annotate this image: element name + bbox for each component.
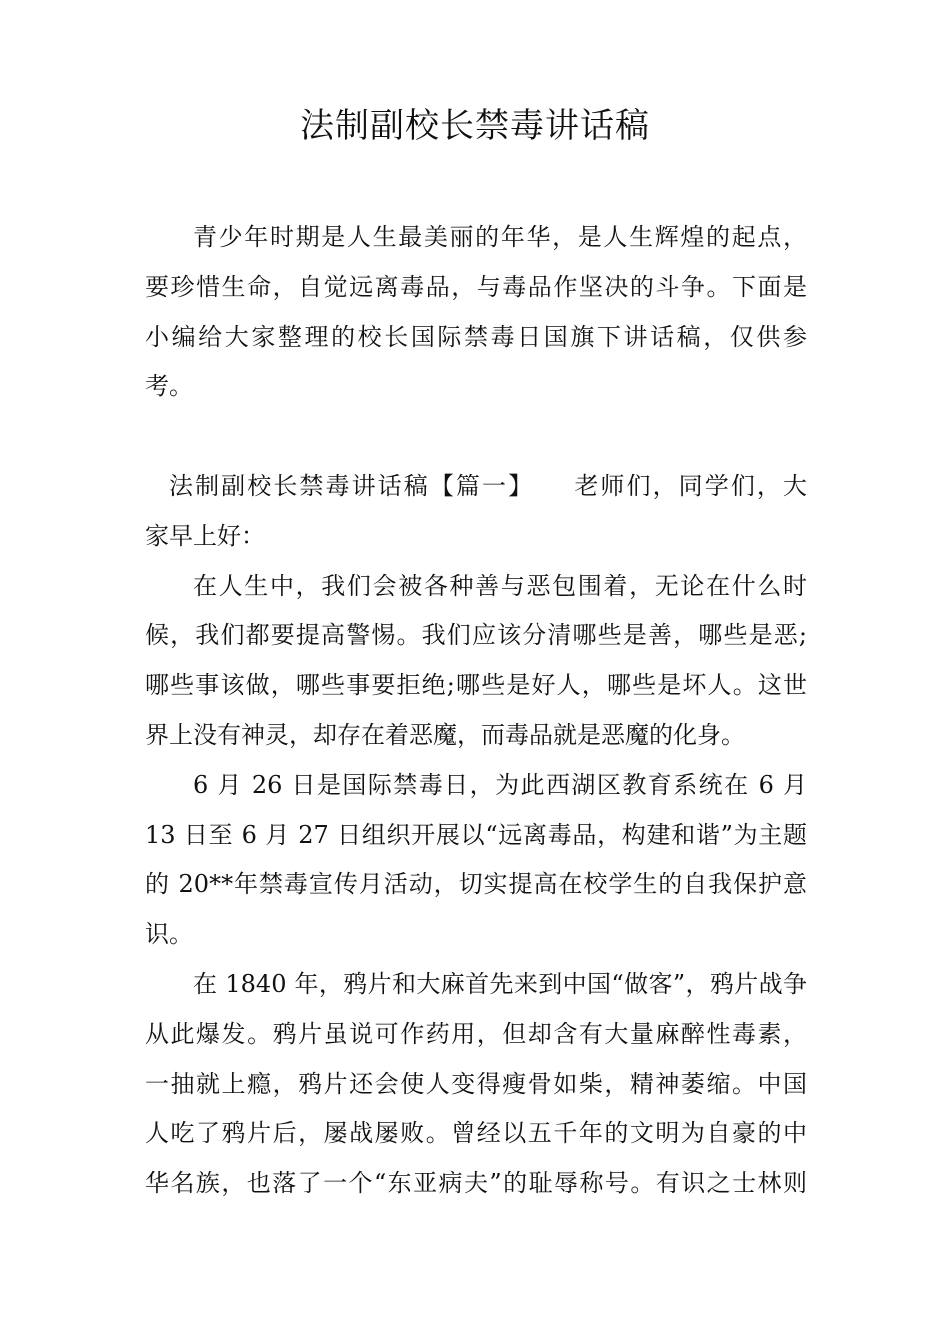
text-line: 在 1840 年，鸦片和大麻首先来到中国“做客”，鸦片战争	[193, 969, 807, 998]
text-line: 华名族，也落了一个“东亚病夫”的耻辱称号。有识之士林则	[145, 1169, 807, 1198]
text-line: 人吃了鸦片后，屡战屡败。曾经以五千年的文明为自豪的中	[145, 1119, 807, 1148]
text-line: 6 月 26 日是国际禁毒日，为此西湖区教育系统在 6 月	[193, 770, 807, 799]
text-line: 家早上好：	[145, 521, 265, 550]
text-line: 一抽就上瘾，鸦片还会使人变得瘦骨如柴，精神萎缩。中国	[145, 1069, 807, 1098]
text-line: 哪些事该做，哪些事要拒绝;哪些是好人，哪些是坏人。这世	[145, 671, 807, 700]
text-line: 候，我们都要提高警惕。我们应该分清哪些是善，哪些是恶;	[145, 621, 807, 650]
text-line: 13 日至 6 月 27 日组织开展以“远离毒品，构建和谐”为主题	[145, 820, 807, 849]
paragraph-spacer	[145, 412, 807, 462]
text-line: 识。	[145, 920, 193, 949]
text-line: 界上没有神灵，却存在着恶魔，而毒品就是恶魔的化身。	[145, 720, 745, 749]
text-line: 法制副校长禁毒讲话稿【篇一】 老师们，同学们，大	[169, 471, 807, 500]
document-body	[145, 213, 807, 1209]
text-line: 小编给大家整理的校长国际禁毒日国旗下讲话稿，仅供参	[145, 322, 807, 351]
text-line: 在人生中，我们会被各种善与恶包围着，无论在什么时	[193, 571, 807, 600]
document-title: 法制副校长禁毒讲话稿	[300, 106, 650, 146]
text-line: 从此爆发。鸦片虽说可作药用，但却含有大量麻醉性毒素，	[145, 1019, 807, 1048]
text-line: 的 20**年禁毒宣传月活动，切实提高在校学生的自我保护意	[145, 870, 807, 899]
text-line: 要珍惜生命，自觉远离毒品，与毒品作坚决的斗争。下面是	[145, 272, 807, 301]
text-line: 考。	[145, 372, 193, 401]
text-line: 青少年时期是人生最美丽的年华，是人生辉煌的起点，	[193, 223, 807, 251]
